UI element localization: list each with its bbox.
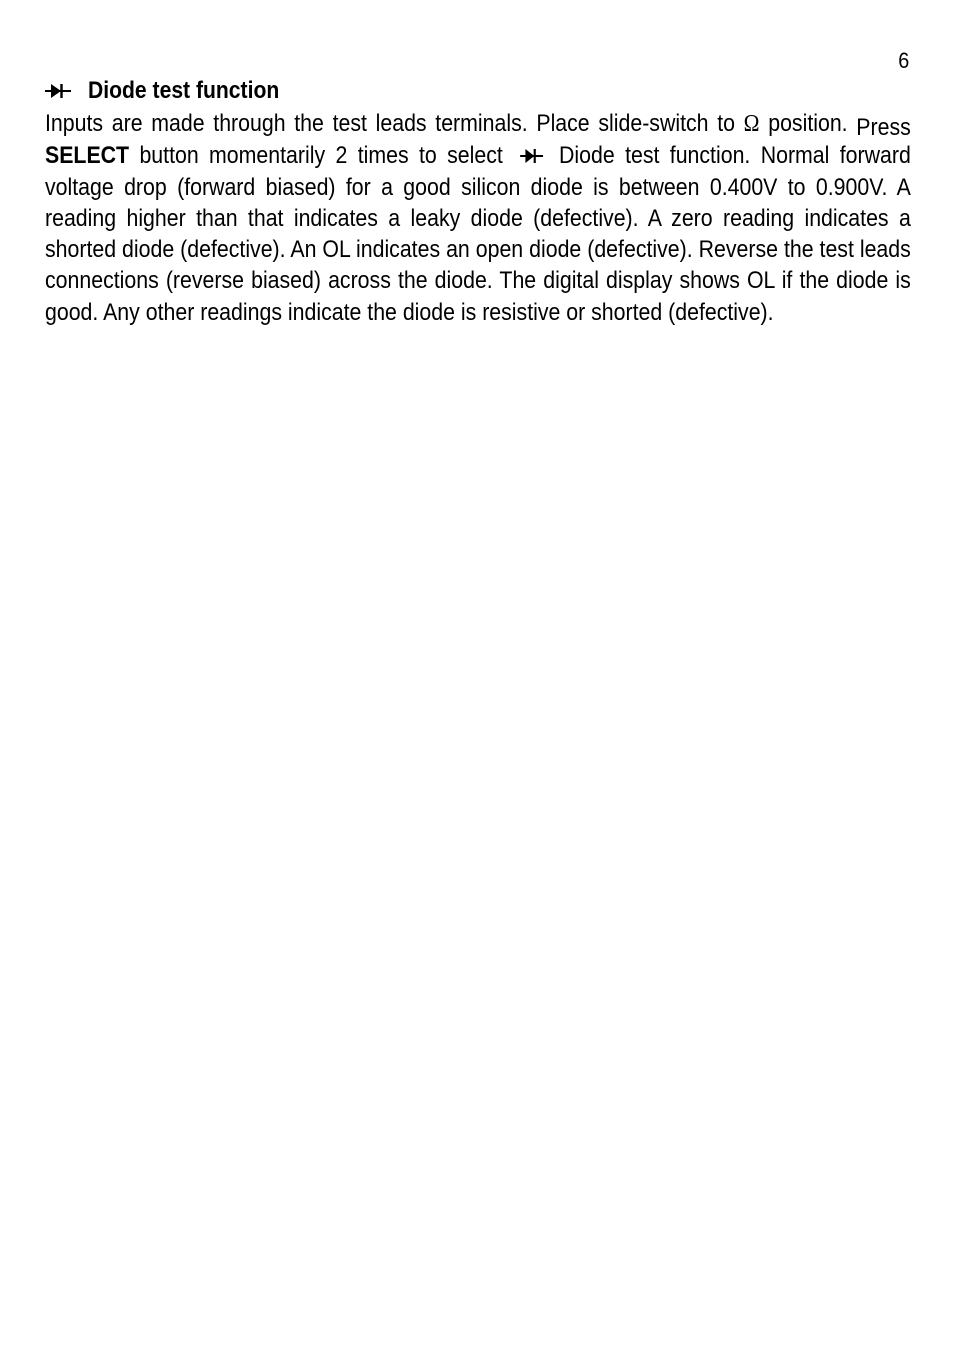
diode-symbol-icon <box>45 83 71 99</box>
diode-symbol-icon <box>520 148 543 164</box>
paragraph-text: Diode test function. Normal forward voltage drop (forward biased) for a good silicon diode is between 0.400V to 0.900V. A reading higher than that indicates a leaky diode (defective). A zero reading indicates a shorted diode (defective). An OL indicates an open diode (defective). Reverse the test leads connections (reverse biased) across the diode. The digital display shows OL if the diode is good. Any other readings indicate the diode is resistive or shorted (defective). <box>45 142 911 326</box>
press-word: Press <box>856 114 911 141</box>
paragraph-text: button momentarily 2 times to select <box>129 142 514 170</box>
page-number: 6 <box>897 48 909 73</box>
paragraph-text: position. <box>759 110 857 137</box>
omega-symbol: Ω <box>743 111 760 137</box>
section-title: Diode test function <box>88 77 280 104</box>
select-button-label: SELECT <box>45 142 130 170</box>
section-heading <box>45 76 305 106</box>
body-paragraph <box>45 108 911 328</box>
paragraph-text: Inputs are made through the test leads terminals. Place slide-switch to <box>45 110 744 137</box>
